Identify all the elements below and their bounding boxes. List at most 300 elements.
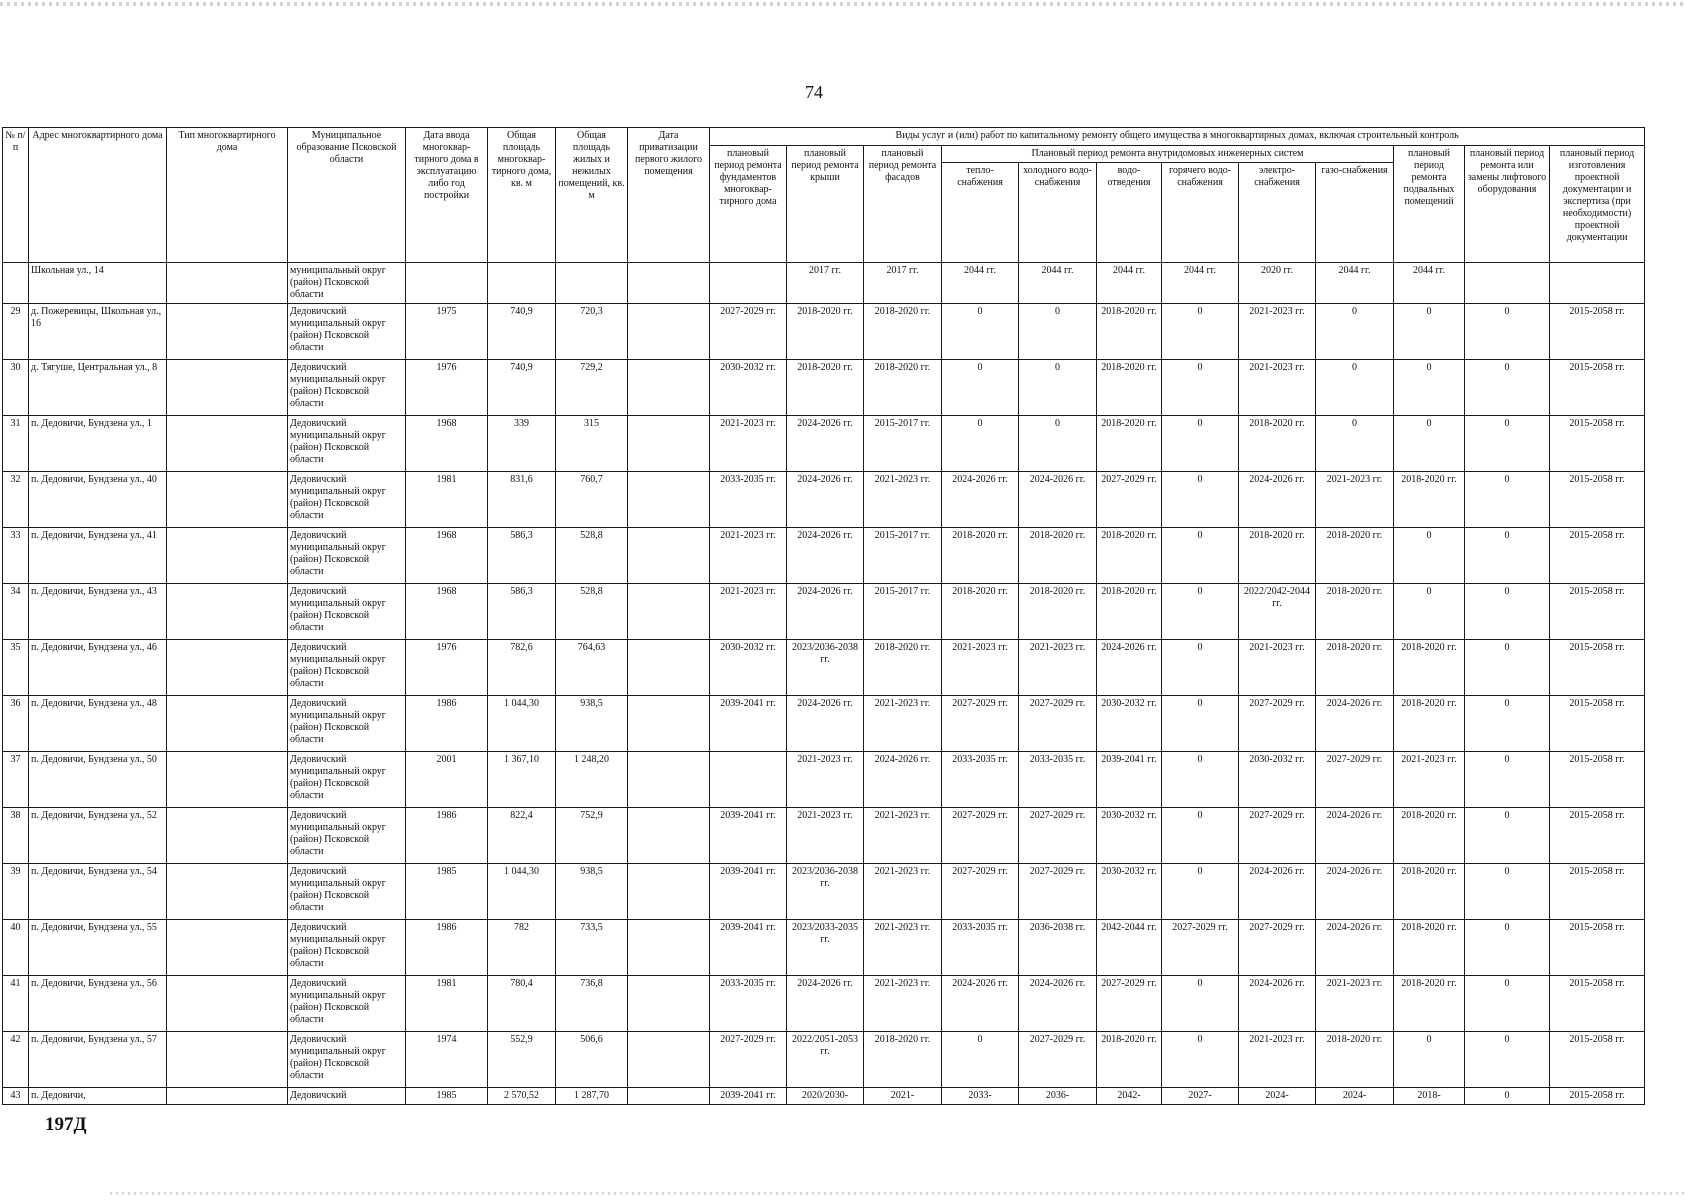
cell-cold-water: 2027-2029 гг. xyxy=(1019,808,1097,864)
cell-total-area: 1 044,30 xyxy=(488,696,556,752)
cell-heat: 2018-2020 гг. xyxy=(942,584,1019,640)
cell-hot-water: 0 xyxy=(1162,416,1239,472)
cell-heat: 2033-2035 гг. xyxy=(942,752,1019,808)
cell-num: 42 xyxy=(3,1032,29,1088)
cell-gas: 0 xyxy=(1316,416,1394,472)
cell-living-area: 938,5 xyxy=(556,864,628,920)
cell-foundation: 2021-2023 гг. xyxy=(710,528,787,584)
cell-electric: 2020 гг. xyxy=(1239,263,1316,304)
table-row xyxy=(3,416,1645,472)
cell-roof: 2022/2051-2053 гг. xyxy=(787,1032,864,1088)
cell-living-area: 938,5 xyxy=(556,696,628,752)
cell-cold-water: 0 xyxy=(1019,304,1097,360)
cell-elevator: 0 xyxy=(1465,808,1550,864)
cell-sewer: 2018-2020 гг. xyxy=(1097,360,1162,416)
cell-foundation: 2030-2032 гг. xyxy=(710,640,787,696)
cell-cold-water: 2027-2029 гг. xyxy=(1019,864,1097,920)
cell-heat: 0 xyxy=(942,416,1019,472)
cell-type xyxy=(167,584,288,640)
cell-sewer: 2039-2041 гг. xyxy=(1097,752,1162,808)
cell-facade: 2024-2026 гг. xyxy=(864,752,942,808)
cell-municipality: Дедовичский муниципальный округ (район) Псковской области xyxy=(288,416,406,472)
cell-total-area: 339 xyxy=(488,416,556,472)
cell-heat: 2044 гг. xyxy=(942,263,1019,304)
cell-electric: 2027-2029 гг. xyxy=(1239,696,1316,752)
cell-municipality: Дедовичский муниципальный округ (район) Псковской области xyxy=(288,920,406,976)
cell-sewer: 2027-2029 гг. xyxy=(1097,472,1162,528)
cell-type xyxy=(167,696,288,752)
table-row xyxy=(3,304,1645,360)
cell-foundation: 2039-2041 гг. xyxy=(710,920,787,976)
cell-gas: 0 xyxy=(1316,304,1394,360)
cell-municipality: Дедовичский муниципальный округ (район) Псковской области xyxy=(288,976,406,1032)
cell-living-area: 729,2 xyxy=(556,360,628,416)
cell-living-area: 528,8 xyxy=(556,584,628,640)
cell-electric: 2024-2026 гг. xyxy=(1239,472,1316,528)
cell-type xyxy=(167,808,288,864)
header-systems-group: Плановый период ремонта внутридомовых инженерных систем xyxy=(942,146,1394,163)
cell-facade: 2018-2020 гг. xyxy=(864,304,942,360)
cell-facade: 2021-2023 гг. xyxy=(864,472,942,528)
cell-design: 2015-2058 гг. xyxy=(1550,304,1645,360)
cell-heat: 2027-2029 гг. xyxy=(942,696,1019,752)
cell-total-area: 586,3 xyxy=(488,528,556,584)
cell-num: 32 xyxy=(3,472,29,528)
cell-type xyxy=(167,864,288,920)
cell-heat: 2021-2023 гг. xyxy=(942,640,1019,696)
cell-basement: 2044 гг. xyxy=(1394,263,1465,304)
cell-total-area: 831,6 xyxy=(488,472,556,528)
cell-facade: 2018-2020 гг. xyxy=(864,360,942,416)
cell-electric: 2021-2023 гг. xyxy=(1239,304,1316,360)
page-code: 197Д xyxy=(45,1114,87,1135)
cell-total-area: 780,4 xyxy=(488,976,556,1032)
cell-design: 2015-2058 гг. xyxy=(1550,1032,1645,1088)
cell-num: 40 xyxy=(3,920,29,976)
table-row xyxy=(3,696,1645,752)
cell-foundation xyxy=(710,263,787,304)
cell-address: п. Дедовичи, Бундзена ул., 52 xyxy=(29,808,167,864)
cell-design xyxy=(1550,263,1645,304)
cell-municipality: Дедовичский муниципальный округ (район) Псковской области xyxy=(288,640,406,696)
cell-address: п. Дедовичи, Бундзена ул., 48 xyxy=(29,696,167,752)
cell-commission: 1981 xyxy=(406,472,488,528)
cell-privatization xyxy=(628,640,710,696)
cell-municipality: Дедовичский муниципальный округ (район) Псковской области xyxy=(288,864,406,920)
cell-cold-water: 2036- xyxy=(1019,1088,1097,1105)
cell-basement: 0 xyxy=(1394,360,1465,416)
table-row xyxy=(3,360,1645,416)
cell-heat: 2027-2029 гг. xyxy=(942,864,1019,920)
header-electric: электро-снабжения xyxy=(1239,163,1316,263)
cell-facade: 2018-2020 гг. xyxy=(864,640,942,696)
cell-gas: 2024- xyxy=(1316,1088,1394,1105)
cell-total-area xyxy=(488,263,556,304)
cell-sewer: 2018-2020 гг. xyxy=(1097,1032,1162,1088)
cell-type xyxy=(167,640,288,696)
cell-type xyxy=(167,304,288,360)
cell-heat: 0 xyxy=(942,304,1019,360)
cell-elevator: 0 xyxy=(1465,696,1550,752)
cell-type xyxy=(167,528,288,584)
cell-num: 29 xyxy=(3,304,29,360)
cell-municipality: Дедовичский муниципальный округ (район) Псковской области xyxy=(288,472,406,528)
cell-municipality: Дедовичский xyxy=(288,1088,406,1105)
cell-living-area: 506,6 xyxy=(556,1032,628,1088)
cell-elevator: 0 xyxy=(1465,1032,1550,1088)
cell-elevator: 0 xyxy=(1465,528,1550,584)
cell-address: п. Дедовичи, Бундзена ул., 50 xyxy=(29,752,167,808)
cell-address: п. Дедовичи, Бундзена ул., 56 xyxy=(29,976,167,1032)
cell-facade: 2015-2017 гг. xyxy=(864,584,942,640)
cell-foundation: 2027-2029 гг. xyxy=(710,304,787,360)
cell-municipality: Дедовичский муниципальный округ (район) Псковской области xyxy=(288,528,406,584)
cell-municipality: Дедовичский муниципальный округ (район) Псковской области xyxy=(288,584,406,640)
cell-foundation: 2039-2041 гг. xyxy=(710,1088,787,1105)
header-design: плановый период изготовления проектной документации и экспертиза (при необходимости) проектной документации xyxy=(1550,146,1645,263)
cell-total-area: 586,3 xyxy=(488,584,556,640)
cell-gas: 2018-2020 гг. xyxy=(1316,1032,1394,1088)
cell-foundation: 2021-2023 гг. xyxy=(710,584,787,640)
cell-commission: 1986 xyxy=(406,920,488,976)
cell-privatization xyxy=(628,976,710,1032)
cell-cold-water: 2027-2029 гг. xyxy=(1019,696,1097,752)
cell-total-area: 782 xyxy=(488,920,556,976)
cell-roof: 2020/2030- xyxy=(787,1088,864,1105)
cell-cold-water: 2044 гг. xyxy=(1019,263,1097,304)
cell-design: 2015-2058 гг. xyxy=(1550,416,1645,472)
cell-design: 2015-2058 гг. xyxy=(1550,472,1645,528)
cell-commission xyxy=(406,263,488,304)
cell-total-area: 552,9 xyxy=(488,1032,556,1088)
table-row xyxy=(3,472,1645,528)
header-num: № п/п xyxy=(3,128,29,263)
cell-hot-water: 0 xyxy=(1162,640,1239,696)
cell-commission: 1985 xyxy=(406,1088,488,1105)
cell-total-area: 740,9 xyxy=(488,360,556,416)
cell-total-area: 2 570,52 xyxy=(488,1088,556,1105)
cell-hot-water: 0 xyxy=(1162,864,1239,920)
cell-privatization xyxy=(628,1032,710,1088)
cell-commission: 1976 xyxy=(406,360,488,416)
cell-address: п. Дедовичи, Бундзена ул., 46 xyxy=(29,640,167,696)
cell-facade: 2018-2020 гг. xyxy=(864,1032,942,1088)
cell-basement: 2018-2020 гг. xyxy=(1394,472,1465,528)
cell-hot-water: 0 xyxy=(1162,472,1239,528)
cell-sewer: 2042-2044 гг. xyxy=(1097,920,1162,976)
cell-sewer: 2030-2032 гг. xyxy=(1097,696,1162,752)
cell-roof: 2017 гг. xyxy=(787,263,864,304)
header-living-area: Общая площадь жилых и нежилых помещений, кв. м xyxy=(556,128,628,263)
cell-facade: 2021-2023 гг. xyxy=(864,864,942,920)
cell-electric: 2027-2029 гг. xyxy=(1239,808,1316,864)
cell-design: 2015-2058 гг. xyxy=(1550,752,1645,808)
cell-basement: 2018- xyxy=(1394,1088,1465,1105)
header-row-1 xyxy=(3,128,1645,146)
header-municipality: Муниципальное образование Псковской области xyxy=(288,128,406,263)
cell-foundation: 2033-2035 гг. xyxy=(710,472,787,528)
cell-hot-water: 0 xyxy=(1162,304,1239,360)
table-row xyxy=(3,752,1645,808)
cell-commission: 1968 xyxy=(406,528,488,584)
cell-living-area: 760,7 xyxy=(556,472,628,528)
cell-cold-water: 2027-2029 гг. xyxy=(1019,1032,1097,1088)
cell-elevator: 0 xyxy=(1465,752,1550,808)
cell-electric: 2022/2042-2044 гг. xyxy=(1239,584,1316,640)
cell-privatization xyxy=(628,263,710,304)
cell-electric: 2021-2023 гг. xyxy=(1239,360,1316,416)
cell-hot-water: 0 xyxy=(1162,584,1239,640)
cell-facade: 2021-2023 гг. xyxy=(864,920,942,976)
cell-privatization xyxy=(628,752,710,808)
cell-heat: 2033-2035 гг. xyxy=(942,920,1019,976)
cell-elevator: 0 xyxy=(1465,920,1550,976)
cell-gas: 0 xyxy=(1316,360,1394,416)
cell-heat: 0 xyxy=(942,1032,1019,1088)
cell-commission: 1986 xyxy=(406,808,488,864)
header-elevator: плановый период ремонта или замены лифтового оборудования xyxy=(1465,146,1550,263)
cell-commission: 1985 xyxy=(406,864,488,920)
cell-elevator: 0 xyxy=(1465,976,1550,1032)
cell-basement: 0 xyxy=(1394,584,1465,640)
cell-facade: 2015-2017 гг. xyxy=(864,416,942,472)
cell-facade: 2021- xyxy=(864,1088,942,1105)
cell-basement: 2018-2020 гг. xyxy=(1394,808,1465,864)
cell-type xyxy=(167,263,288,304)
cell-design: 2015-2058 гг. xyxy=(1550,864,1645,920)
cell-privatization xyxy=(628,360,710,416)
cell-privatization xyxy=(628,1088,710,1105)
cell-heat: 2027-2029 гг. xyxy=(942,808,1019,864)
cell-type xyxy=(167,1088,288,1105)
cell-basement: 0 xyxy=(1394,1032,1465,1088)
cell-type xyxy=(167,920,288,976)
cell-address: п. Дедовичи, Бундзена ул., 43 xyxy=(29,584,167,640)
table-body xyxy=(3,263,1645,1105)
cell-commission: 1975 xyxy=(406,304,488,360)
cell-design: 2015-2058 гг. xyxy=(1550,696,1645,752)
cell-cold-water: 2036-2038 гг. xyxy=(1019,920,1097,976)
header-heat: тепло-снабжения xyxy=(942,163,1019,263)
cell-sewer: 2030-2032 гг. xyxy=(1097,808,1162,864)
cell-roof: 2018-2020 гг. xyxy=(787,304,864,360)
scan-artifact-top xyxy=(0,2,1686,6)
cell-living-area: 752,9 xyxy=(556,808,628,864)
cell-commission: 1968 xyxy=(406,584,488,640)
cell-elevator: 0 xyxy=(1465,472,1550,528)
cell-elevator: 0 xyxy=(1465,1088,1550,1105)
cell-municipality: Дедовичский муниципальный округ (район) Псковской области xyxy=(288,1032,406,1088)
table-row-partial xyxy=(3,1088,1645,1105)
cell-gas: 2044 гг. xyxy=(1316,263,1394,304)
cell-municipality: Дедовичский муниципальный округ (район) Псковской области xyxy=(288,360,406,416)
cell-municipality: Дедовичский муниципальный округ (район) Псковской области xyxy=(288,808,406,864)
cell-num xyxy=(3,263,29,304)
cell-facade: 2021-2023 гг. xyxy=(864,976,942,1032)
cell-elevator: 0 xyxy=(1465,864,1550,920)
cell-hot-water: 0 xyxy=(1162,696,1239,752)
cell-hot-water: 0 xyxy=(1162,752,1239,808)
table-row xyxy=(3,584,1645,640)
cell-design: 2015-2058 гг. xyxy=(1550,528,1645,584)
cell-basement: 0 xyxy=(1394,528,1465,584)
cell-electric: 2018-2020 гг. xyxy=(1239,416,1316,472)
cell-basement: 0 xyxy=(1394,304,1465,360)
cell-electric: 2021-2023 гг. xyxy=(1239,1032,1316,1088)
cell-privatization xyxy=(628,920,710,976)
cell-municipality: муниципальный округ (район) Псковской области xyxy=(288,263,406,304)
cell-sewer: 2024-2026 гг. xyxy=(1097,640,1162,696)
cell-living-area: 315 xyxy=(556,416,628,472)
header-address: Адрес многоквартирного дома xyxy=(29,128,167,263)
table-row xyxy=(3,640,1645,696)
cell-cold-water: 2033-2035 гг. xyxy=(1019,752,1097,808)
cell-num: 36 xyxy=(3,696,29,752)
table-row xyxy=(3,808,1645,864)
cell-design: 2015-2058 гг. xyxy=(1550,920,1645,976)
cell-basement: 2018-2020 гг. xyxy=(1394,976,1465,1032)
cell-municipality: Дедовичский муниципальный округ (район) Псковской области xyxy=(288,304,406,360)
header-works-group: Виды услуг и (или) работ по капитальному ремонту общего имущества в многоквартирных домах, включая строительный контроль xyxy=(710,128,1645,146)
table-row xyxy=(3,1032,1645,1088)
cell-design: 2015-2058 гг. xyxy=(1550,976,1645,1032)
header-gas: газо-снабжения xyxy=(1316,163,1394,263)
header-cold-water: холодного водо-снабжения xyxy=(1019,163,1097,263)
cell-privatization xyxy=(628,528,710,584)
cell-facade: 2021-2023 гг. xyxy=(864,696,942,752)
cell-roof: 2024-2026 гг. xyxy=(787,416,864,472)
header-basement: плановый период ремонта подвальных помещений xyxy=(1394,146,1465,263)
cell-municipality: Дедовичский муниципальный округ (район) Псковской области xyxy=(288,696,406,752)
cell-sewer: 2018-2020 гг. xyxy=(1097,304,1162,360)
cell-living-area: 764,63 xyxy=(556,640,628,696)
cell-gas: 2024-2026 гг. xyxy=(1316,864,1394,920)
cell-address: п. Дедовичи, Бундзена ул., 40 xyxy=(29,472,167,528)
cell-total-area: 740,9 xyxy=(488,304,556,360)
cell-facade: 2021-2023 гг. xyxy=(864,808,942,864)
cell-electric: 2024-2026 гг. xyxy=(1239,976,1316,1032)
cell-heat: 2033- xyxy=(942,1088,1019,1105)
cell-foundation: 2030-2032 гг. xyxy=(710,360,787,416)
cell-electric: 2021-2023 гг. xyxy=(1239,640,1316,696)
cell-gas: 2024-2026 гг. xyxy=(1316,920,1394,976)
cell-num: 41 xyxy=(3,976,29,1032)
cell-hot-water: 0 xyxy=(1162,528,1239,584)
cell-gas: 2018-2020 гг. xyxy=(1316,640,1394,696)
cell-roof: 2024-2026 гг. xyxy=(787,584,864,640)
cell-sewer: 2030-2032 гг. xyxy=(1097,864,1162,920)
cell-gas: 2018-2020 гг. xyxy=(1316,528,1394,584)
cell-living-area: 1 248,20 xyxy=(556,752,628,808)
cell-commission: 1974 xyxy=(406,1032,488,1088)
cell-sewer: 2018-2020 гг. xyxy=(1097,416,1162,472)
cell-sewer: 2044 гг. xyxy=(1097,263,1162,304)
cell-roof: 2024-2026 гг. xyxy=(787,472,864,528)
table-row xyxy=(3,864,1645,920)
cell-living-area: 1 287,70 xyxy=(556,1088,628,1105)
cell-address: п. Дедовичи, Бундзена ул., 41 xyxy=(29,528,167,584)
cell-gas: 2021-2023 гг. xyxy=(1316,976,1394,1032)
cell-num: 31 xyxy=(3,416,29,472)
cell-hot-water: 2027-2029 гг. xyxy=(1162,920,1239,976)
cell-roof: 2024-2026 гг. xyxy=(787,976,864,1032)
cell-electric: 2027-2029 гг. xyxy=(1239,920,1316,976)
table-row xyxy=(3,920,1645,976)
cell-living-area: 528,8 xyxy=(556,528,628,584)
repair-schedule-table xyxy=(2,127,1645,1105)
cell-heat: 2024-2026 гг. xyxy=(942,472,1019,528)
cell-living-area xyxy=(556,263,628,304)
cell-num: 30 xyxy=(3,360,29,416)
cell-sewer: 2018-2020 гг. xyxy=(1097,528,1162,584)
cell-total-area: 782,6 xyxy=(488,640,556,696)
cell-num: 33 xyxy=(3,528,29,584)
cell-elevator: 0 xyxy=(1465,304,1550,360)
cell-total-area: 1 044,30 xyxy=(488,864,556,920)
header-foundation: плановый период ремонта фундаментов многоквар-тирного дома xyxy=(710,146,787,263)
cell-electric: 2024-2026 гг. xyxy=(1239,864,1316,920)
cell-privatization xyxy=(628,416,710,472)
cell-num: 35 xyxy=(3,640,29,696)
cell-gas: 2024-2026 гг. xyxy=(1316,808,1394,864)
cell-gas: 2021-2023 гг. xyxy=(1316,472,1394,528)
cell-design: 2015-2058 гг. xyxy=(1550,584,1645,640)
cell-gas: 2027-2029 гг. xyxy=(1316,752,1394,808)
cell-roof: 2024-2026 гг. xyxy=(787,528,864,584)
cell-num: 39 xyxy=(3,864,29,920)
cell-address: д. Тягуше, Центральная ул., 8 xyxy=(29,360,167,416)
cell-basement: 0 xyxy=(1394,416,1465,472)
cell-living-area: 736,8 xyxy=(556,976,628,1032)
cell-hot-water: 2044 гг. xyxy=(1162,263,1239,304)
header-privatization: Дата приватизации первого жилого помещения xyxy=(628,128,710,263)
cell-type xyxy=(167,976,288,1032)
cell-commission: 1986 xyxy=(406,696,488,752)
cell-privatization xyxy=(628,304,710,360)
cell-type xyxy=(167,1032,288,1088)
cell-roof: 2023/2036-2038 гг. xyxy=(787,864,864,920)
cell-hot-water: 0 xyxy=(1162,808,1239,864)
cell-elevator: 0 xyxy=(1465,360,1550,416)
cell-num: 37 xyxy=(3,752,29,808)
cell-design: 2015-2058 гг. xyxy=(1550,640,1645,696)
cell-cold-water: 0 xyxy=(1019,360,1097,416)
header-commission: Дата ввода многоквар-тирного дома в эксплуатацию либо год постройки xyxy=(406,128,488,263)
cell-address: д. Пожеревицы, Школьная ул., 16 xyxy=(29,304,167,360)
cell-foundation: 2039-2041 гг. xyxy=(710,808,787,864)
cell-type xyxy=(167,416,288,472)
cell-basement: 2018-2020 гг. xyxy=(1394,864,1465,920)
cell-electric: 2018-2020 гг. xyxy=(1239,528,1316,584)
cell-type xyxy=(167,472,288,528)
cell-roof: 2023/2036-2038 гг. xyxy=(787,640,864,696)
cell-elevator xyxy=(1465,263,1550,304)
header-facade: плановый период ремонта фасадов xyxy=(864,146,942,263)
cell-design: 2015-2058 гг. xyxy=(1550,808,1645,864)
cell-facade: 2015-2017 гг. xyxy=(864,528,942,584)
cell-cold-water: 2021-2023 гг. xyxy=(1019,640,1097,696)
cell-foundation xyxy=(710,752,787,808)
header-type: Тип многоквартирного дома xyxy=(167,128,288,263)
cell-elevator: 0 xyxy=(1465,416,1550,472)
cell-basement: 2021-2023 гг. xyxy=(1394,752,1465,808)
cell-hot-water: 0 xyxy=(1162,1032,1239,1088)
scan-artifact-bottom xyxy=(110,1192,1686,1195)
cell-privatization xyxy=(628,864,710,920)
cell-design: 2015-2058 гг. xyxy=(1550,1088,1645,1105)
cell-basement: 2018-2020 гг. xyxy=(1394,640,1465,696)
cell-gas: 2018-2020 гг. xyxy=(1316,584,1394,640)
